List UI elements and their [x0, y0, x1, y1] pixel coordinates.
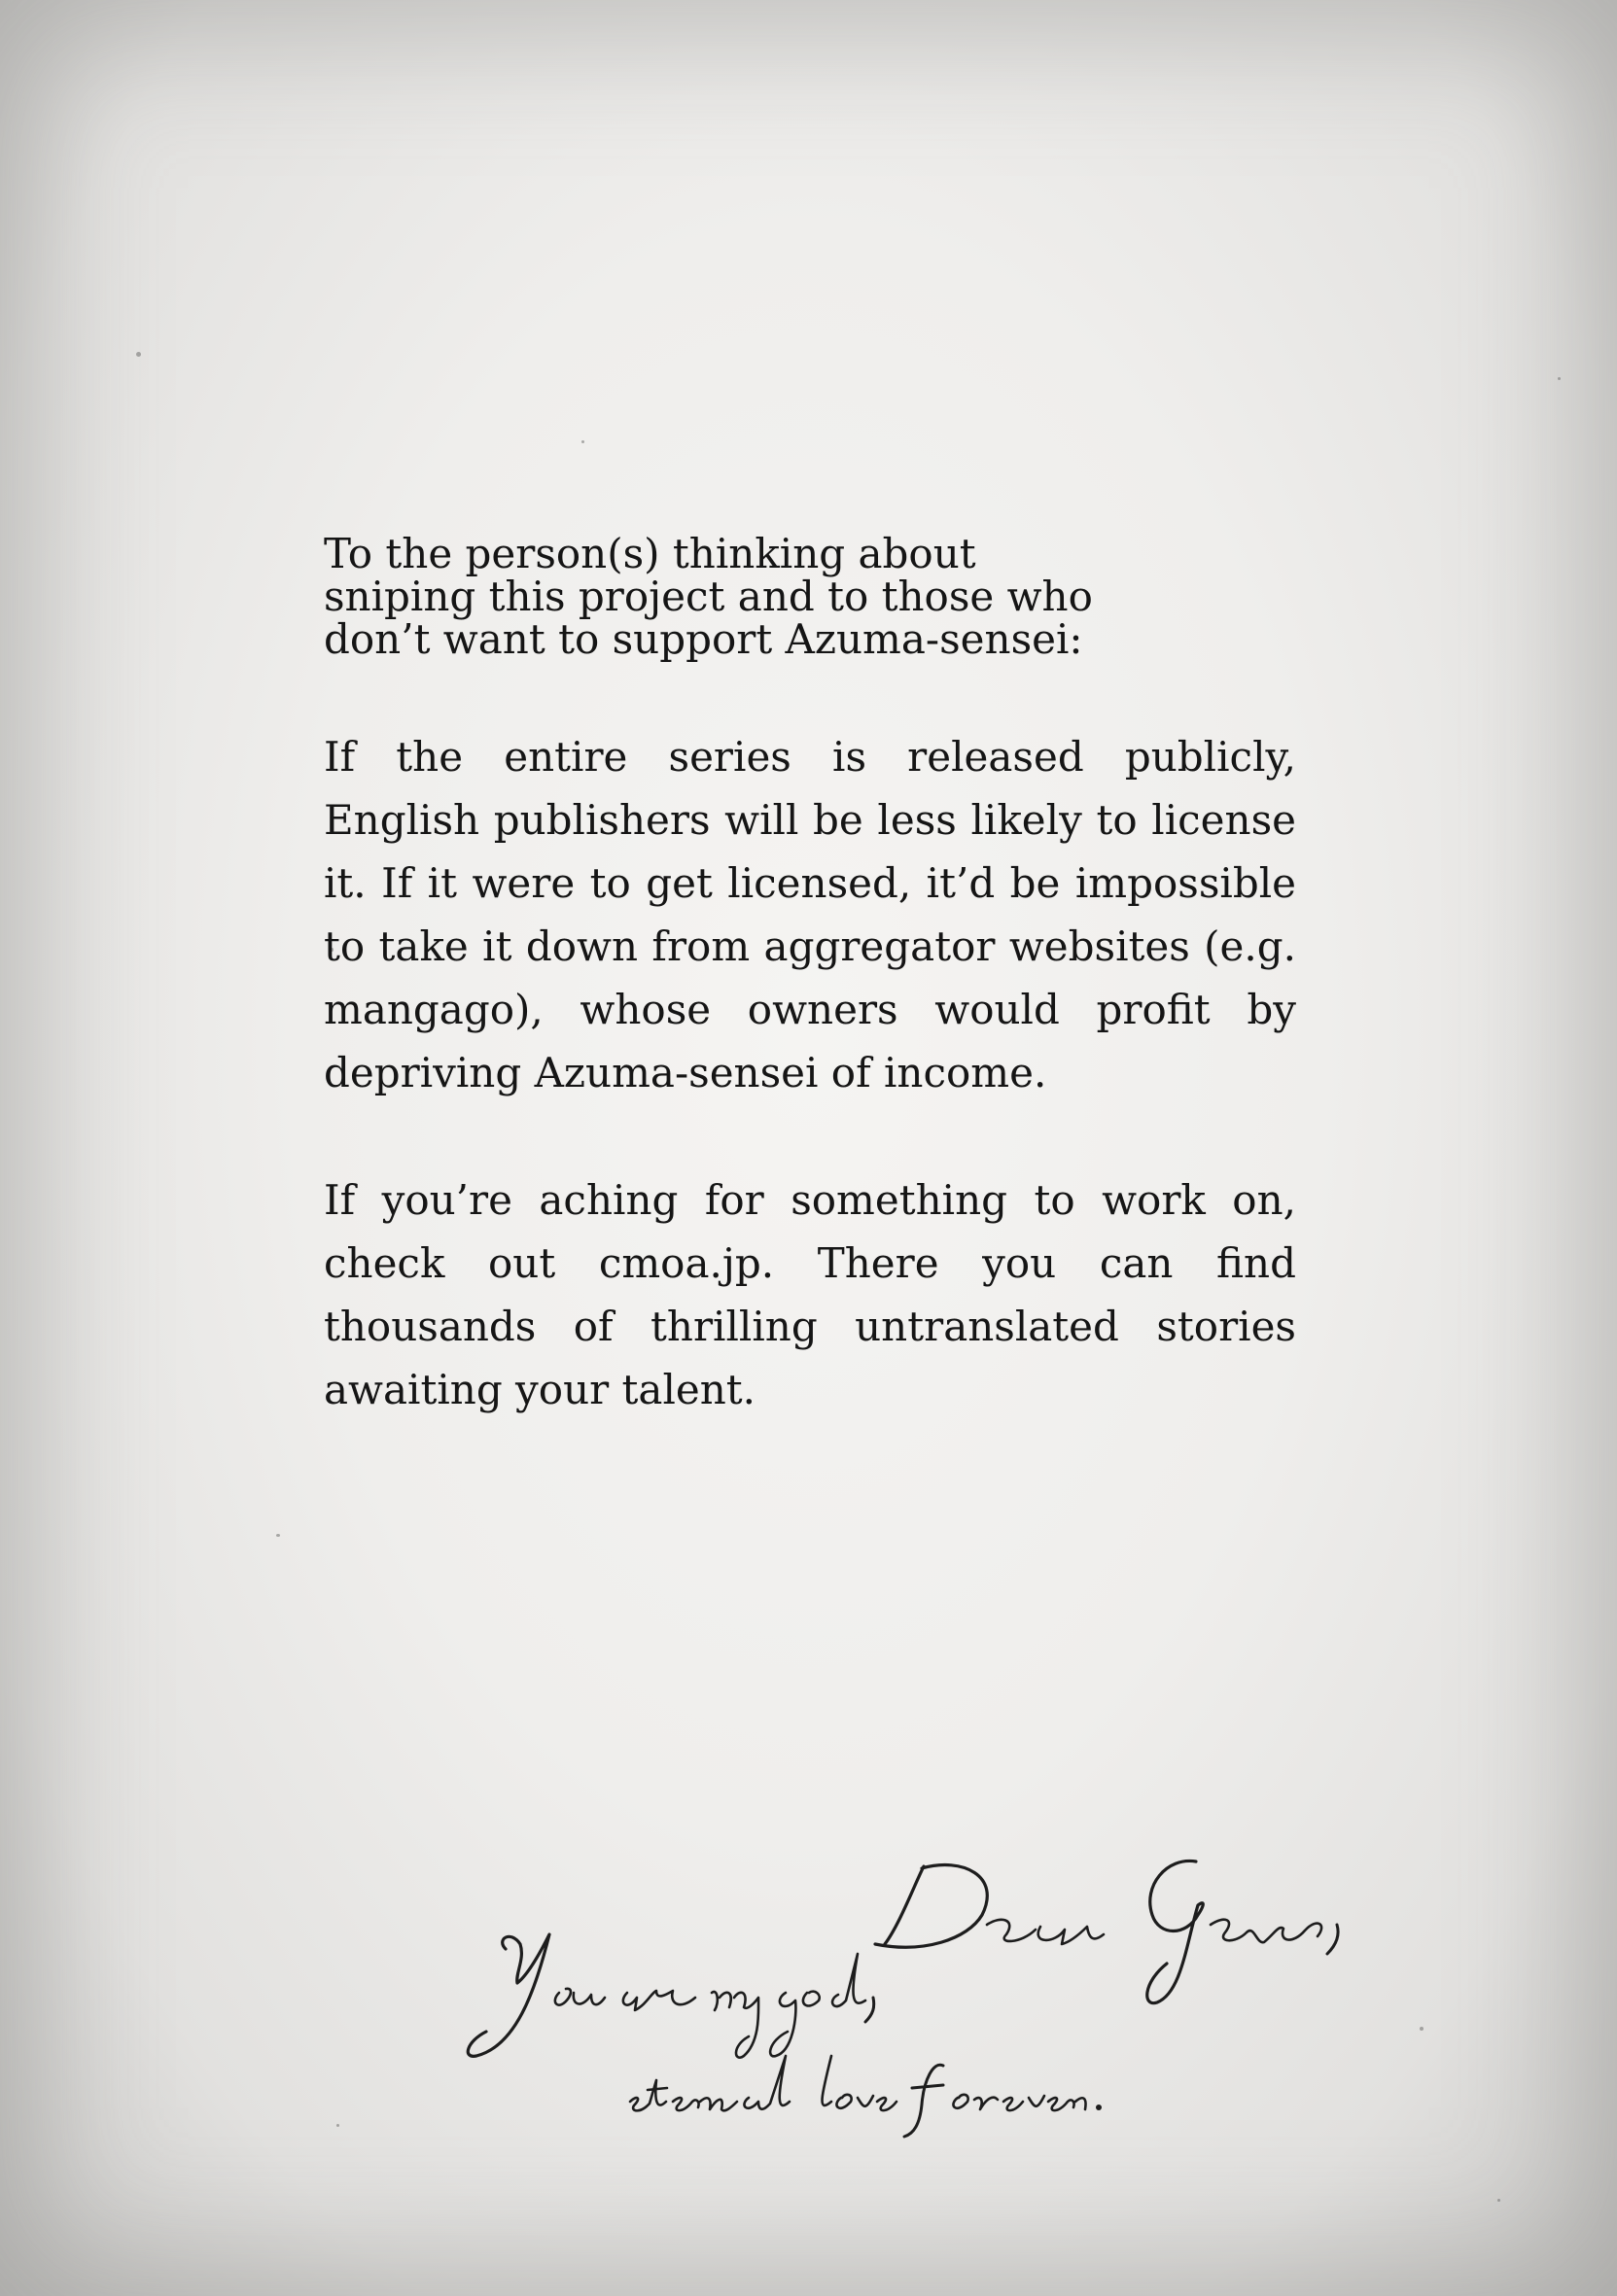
signature-stroke — [673, 2098, 737, 2110]
signature-stroke — [1038, 1927, 1104, 1944]
signature-stroke — [712, 1992, 758, 2058]
heading-line: sniping this project and to those who — [324, 573, 1093, 620]
signature-stroke — [468, 1934, 549, 2056]
signature-stroke — [875, 1865, 987, 1948]
signature-stroke — [865, 1998, 874, 2022]
signature-stroke — [744, 2056, 790, 2109]
signature-stroke — [1147, 1861, 1204, 2002]
signature-stroke — [1096, 2105, 1102, 2110]
paper-speck — [581, 440, 584, 443]
letter-body — [324, 530, 1296, 1485]
signature-stroke — [770, 1954, 865, 2056]
paragraph-suggestion: If you’re aching for something to work on, check out cmoa.jp. There you can find thousands of thrilling untranslated stories awaiting your talent. — [324, 1176, 1296, 1413]
signature-stroke — [953, 2095, 1023, 2110]
heading-line: don’t want to support Azuma-sensei: — [324, 615, 1083, 663]
paper-speck — [136, 352, 141, 357]
paper-speck — [1497, 2199, 1500, 2202]
handwritten-signature — [457, 1847, 1449, 2139]
signature-stroke — [623, 1991, 695, 2010]
signature-stroke — [823, 2056, 896, 2110]
signature-stroke — [987, 1920, 1036, 1941]
paragraph-licensing: If the entire series is released publicly, English publishers will be less likely to license it. If it were to get licensed, it’d be impossible to take it down from aggregator websites (e.g. mangago), whose owners would profit by depriving Azuma-sensei of income. — [324, 733, 1296, 1096]
signature-stroke — [1211, 1920, 1321, 1942]
heading-line: To the person(s) thinking about — [324, 530, 976, 577]
paper-speck — [276, 1534, 280, 1537]
signature-stroke — [555, 1989, 605, 2005]
letter-heading — [324, 530, 1179, 663]
paper-speck — [1558, 377, 1561, 380]
signature-stroke — [1327, 1925, 1338, 1954]
signature-stroke — [904, 2065, 943, 2137]
signature-stroke — [630, 2080, 667, 2110]
signature-stroke — [1029, 2096, 1086, 2110]
paper-speck — [336, 2124, 339, 2127]
